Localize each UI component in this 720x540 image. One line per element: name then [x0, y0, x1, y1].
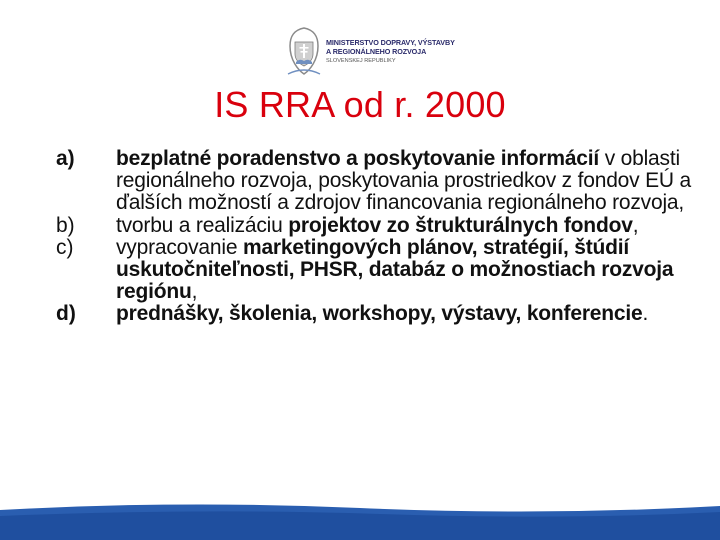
list-item-marker: a)	[56, 147, 75, 170]
coat-of-arms-icon	[284, 26, 324, 78]
emphasized-text: bezplatné poradenstvo a poskytovanie informácií	[116, 147, 600, 170]
ministry-name	[326, 38, 466, 66]
emphasized-text: prednášky, školenia, workshopy, výstavy, konferencie	[116, 302, 643, 326]
plain-text: vypracovanie	[116, 235, 243, 259]
emphasized-text: projektov zo štrukturálnych fondov	[288, 213, 633, 237]
ministry-name-line3: SLOVENSKEJ REPUBLIKY	[326, 58, 396, 64]
list-item-text	[116, 215, 696, 237]
plain-text: tvorbu a realizáciu	[116, 213, 289, 237]
plain-text: ,	[632, 213, 639, 237]
ministry-name-line2: A REGIONÁLNEHO ROZVOJA	[326, 47, 427, 56]
plain-text: v oblasti regionálneho rozvoja, poskytovania prostriedkov z fondov EÚ a ďalších možností a zdrojov financovania regionálneho rozvoja,	[116, 147, 691, 215]
list-item-text	[116, 237, 696, 304]
list-item	[56, 303, 696, 325]
slide-title: IS RRA od r. 2000	[214, 84, 506, 125]
footer-wave	[0, 500, 720, 540]
list-item-marker: d)	[56, 302, 76, 326]
list-item-text	[116, 148, 696, 215]
emphasized-text: marketingových plánov, stratégií, štúdií uskutočniteľnosti, PHSR, databáz o možnostiach rozvoja regiónu	[116, 235, 674, 304]
ministry-logo	[278, 24, 458, 80]
list-item-marker: b)	[56, 213, 75, 237]
list-item	[56, 237, 696, 304]
list-item	[56, 148, 696, 215]
services-list	[56, 148, 696, 326]
list-item-marker: c)	[56, 235, 74, 259]
plain-text: ,	[191, 280, 198, 304]
ministry-name-line1: MINISTERSTVO DOPRAVY, VÝSTAVBY	[326, 38, 455, 47]
list-item-text	[116, 303, 696, 325]
plain-text: .	[642, 302, 649, 326]
list-item	[56, 215, 696, 237]
